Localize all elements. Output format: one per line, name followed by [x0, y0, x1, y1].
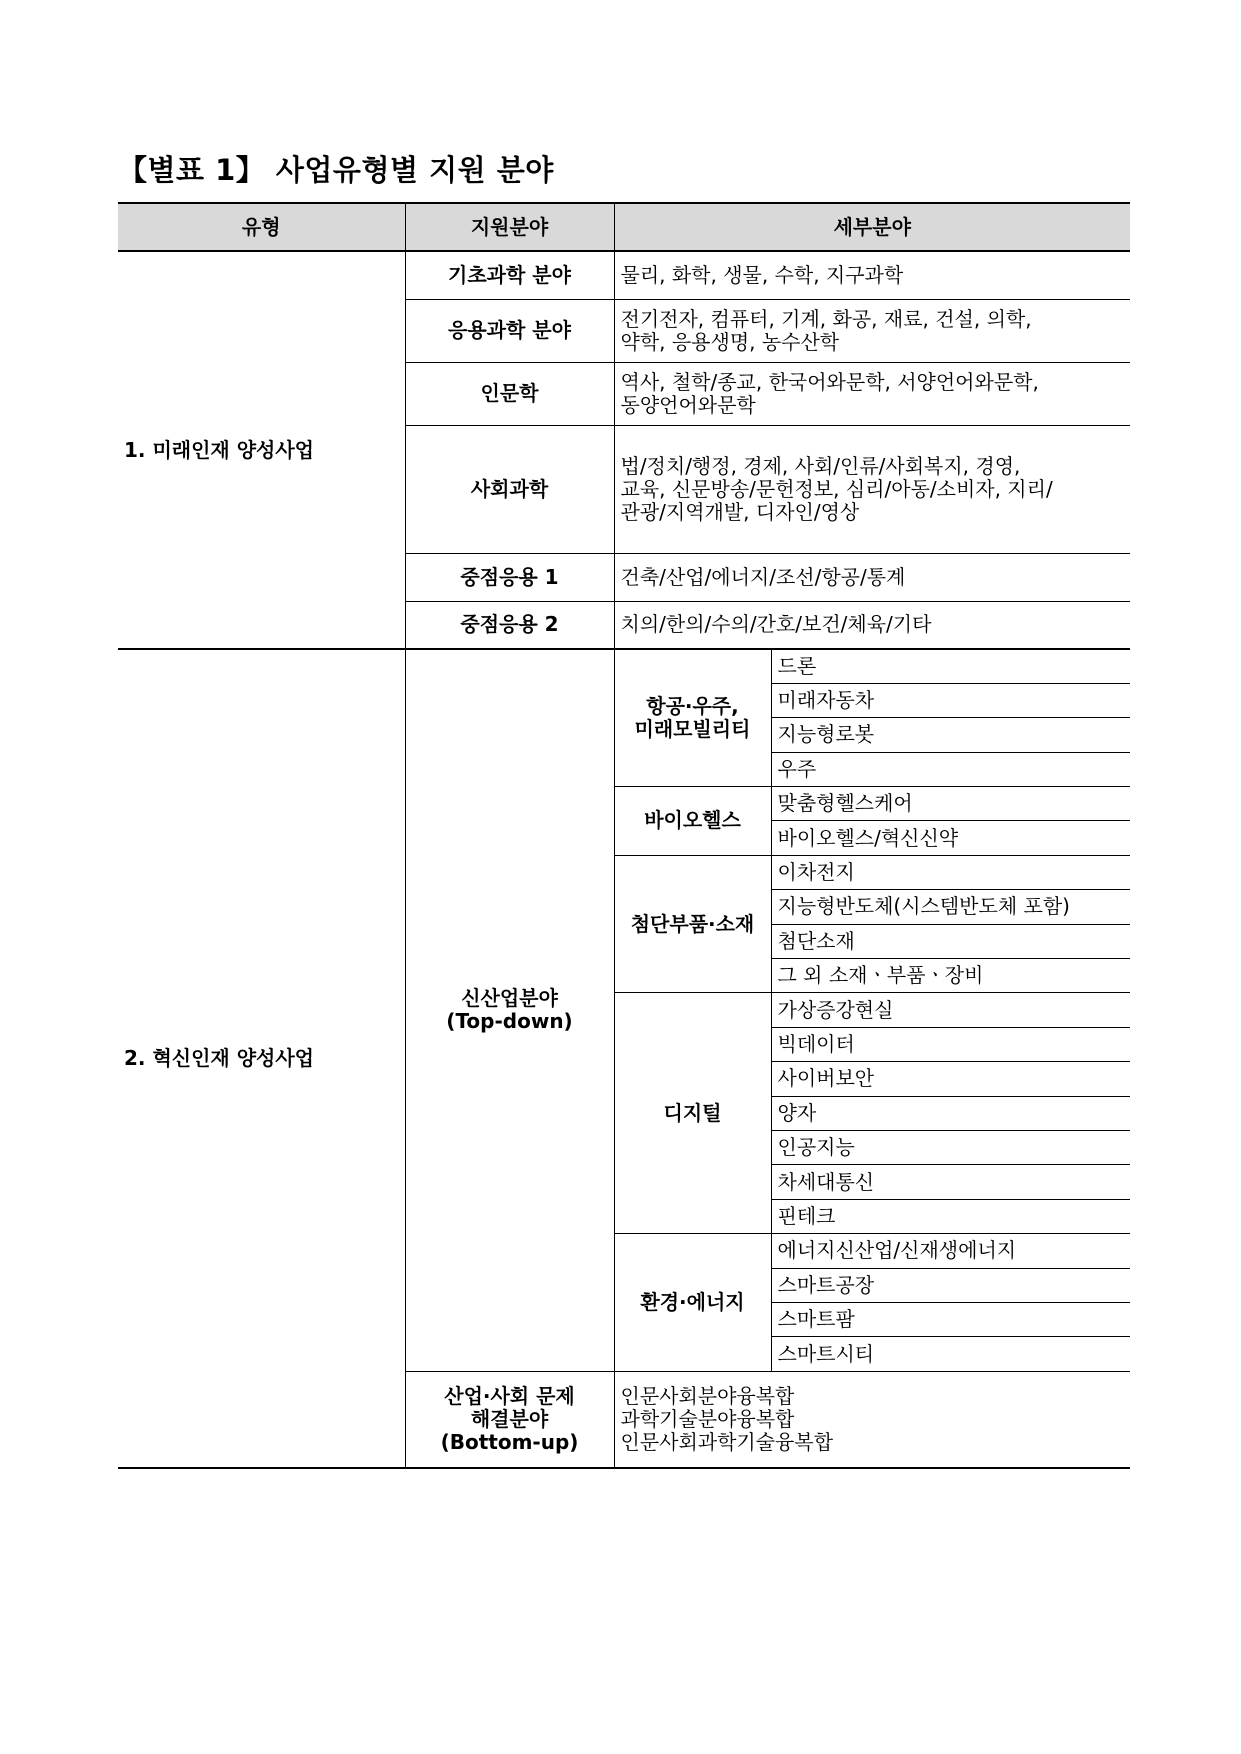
list-item: 인공지능: [771, 1130, 1130, 1164]
list-item: 첨단소재: [771, 924, 1130, 958]
detail-line: 인문사회과학기술융복합: [620, 1429, 834, 1454]
subfield-line: 미래모빌리티: [634, 717, 751, 742]
list-item: 우주: [771, 752, 1130, 786]
field-line: 해결분야: [470, 1406, 549, 1431]
subfield-line: 첨단부품·소재: [630, 911, 755, 936]
detail-line: 법/정치/행정, 경제, 사회/인류/사회복지, 경영,: [620, 453, 1021, 478]
field-cell: 인문학: [405, 362, 614, 425]
detail-line: 역사, 철학/종교, 한국어와문학, 서양언어와문학,: [620, 369, 1039, 394]
list-item: 드론: [771, 649, 1130, 683]
detail-line: 전기전자, 컴퓨터, 기계, 화공, 재료, 건설, 의학,: [620, 306, 1032, 331]
detail-line: 교육, 신문방송/문헌정보, 심리/아동/소비자, 지리/: [620, 476, 1053, 501]
list-item: 그 외 소재ㆍ부품ㆍ장비: [771, 959, 1130, 993]
list-item: 미래자동차: [771, 683, 1130, 717]
subfield-line: 바이오헬스: [644, 808, 741, 833]
subfield-cell: [614, 993, 771, 1234]
field-cell: [405, 1371, 614, 1468]
detail-cell: [614, 251, 1130, 299]
list-item: 에너지신산업/신재생에너지: [771, 1234, 1130, 1268]
detail-line: 치의/한의/수의/간호/보건/체육/기타: [620, 612, 932, 637]
detail-line: 과학기술분야융복합: [620, 1406, 795, 1431]
field-cell: 사회과학: [405, 425, 614, 553]
subfield-cell: [614, 649, 771, 787]
list-item: 지능형로봇: [771, 718, 1130, 752]
field-line: 신산업분야: [461, 986, 558, 1011]
subfield-line: 환경·에너지: [640, 1289, 745, 1314]
list-item: 지능형반도체(시스템반도체 포함): [771, 890, 1130, 924]
detail-cell: [614, 425, 1130, 553]
detail-cell: [614, 553, 1130, 601]
field-cell: 중점응용 1: [405, 553, 614, 601]
page-title: 【별표 1】 사업유형별 지원 분야: [118, 153, 554, 187]
table-row: [118, 649, 1130, 683]
list-item: 빅데이터: [771, 1027, 1130, 1061]
header-row: [118, 203, 1130, 251]
subfield-cell: [614, 1234, 771, 1372]
field-cell: 응용과학 분야: [405, 299, 614, 362]
detail-cell: [614, 1371, 1130, 1468]
field-line: (Top-down): [446, 1009, 573, 1034]
type-cell: 1. 미래인재 양성사업: [118, 251, 405, 649]
list-item: 양자: [771, 1096, 1130, 1130]
list-item: 맞춤형헬스케어: [771, 787, 1130, 821]
list-item: 핀테크: [771, 1199, 1130, 1233]
subfield-cell: [614, 855, 771, 993]
list-item: 스마트팜: [771, 1302, 1130, 1336]
list-item: 바이오헬스/혁신신약: [771, 821, 1130, 855]
header-field: 지원분야: [405, 203, 614, 251]
group1-body: [118, 251, 1130, 649]
field-cell: 중점응용 2: [405, 601, 614, 649]
list-item: 스마트공장: [771, 1268, 1130, 1302]
group2-body: [118, 649, 1130, 1468]
subfield-line: 디지털: [663, 1100, 722, 1125]
detail-line: 약학, 응용생명, 농수산학: [620, 329, 840, 354]
list-item: 차세대통신: [771, 1165, 1130, 1199]
detail-line: 물리, 화학, 생물, 수학, 지구과학: [620, 262, 904, 287]
detail-cell: [614, 601, 1130, 649]
type-cell: 2. 혁신인재 양성사업: [118, 649, 405, 1468]
detail-line: 인문사회분야융복합: [620, 1383, 795, 1408]
header-type: 유형: [118, 203, 405, 251]
detail-line: 동양언어와문학: [620, 392, 756, 417]
subfield-cell: [614, 787, 771, 856]
detail-cell: [614, 299, 1130, 362]
field-cell: [405, 649, 614, 1371]
list-item: 가상증강현실: [771, 993, 1130, 1027]
field-line: (Bottom-up): [440, 1429, 579, 1454]
detail-line: 건축/산업/에너지/조선/항공/통계: [620, 564, 906, 589]
support-field-table: [118, 202, 1130, 1469]
table-row: [118, 251, 1130, 299]
list-item: 이차전지: [771, 855, 1130, 889]
header-detail: 세부분야: [614, 203, 1130, 251]
field-line: 산업·사회 문제: [444, 1383, 575, 1408]
detail-cell: [614, 362, 1130, 425]
subfield-line: 항공·우주,: [646, 694, 739, 719]
list-item: 스마트시티: [771, 1337, 1130, 1371]
field-cell: 기초과학 분야: [405, 251, 614, 299]
list-item: 사이버보안: [771, 1062, 1130, 1096]
detail-line: 관광/지역개발, 디자인/영상: [620, 499, 860, 524]
